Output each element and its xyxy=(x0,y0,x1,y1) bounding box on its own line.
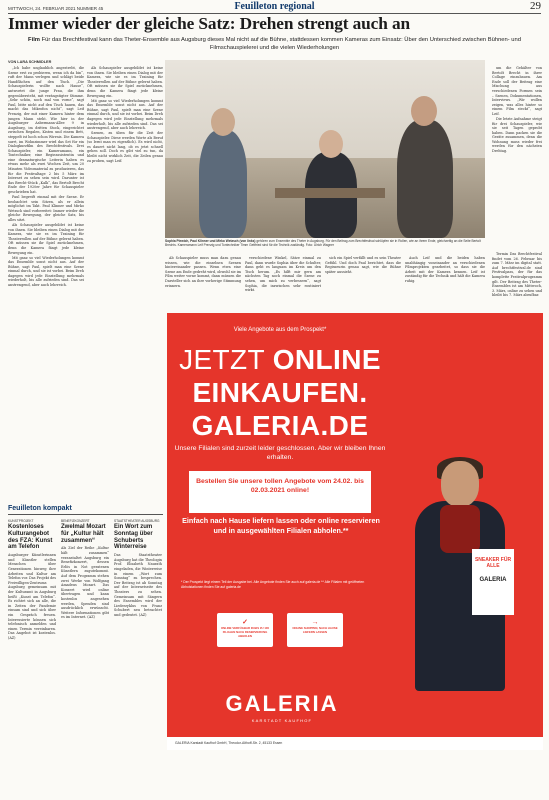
ad-badge-delivery xyxy=(287,613,343,647)
badge-text: ONLINE SHOPPEN, NACH HAUSE LIEFERN LASSEN xyxy=(292,626,338,634)
logo-word: GALERIA xyxy=(225,691,339,716)
article-column-5 xyxy=(325,256,401,310)
model-face xyxy=(441,461,479,507)
photo-head-left xyxy=(211,108,235,136)
ad-line-einkaufen: EINKAUFEN. xyxy=(192,377,368,408)
ad-line-online: ONLINE xyxy=(272,344,381,375)
galeria-advertisement[interactable] xyxy=(167,313,543,750)
kompakt-title: Ein Wort zum Sonntag über Schuberts Winterreise xyxy=(114,524,153,551)
ad-promo-text: Einfach nach Hause liefern lassen oder online reservieren und in ausgewählten Filialen abholen.** xyxy=(182,516,380,535)
kompakt-rule xyxy=(8,514,163,515)
paragraph: Als Schauspieler ausgebildet ist keine von ihnen. Sie bleiben einen Dialog mit der Kamera, wie sie es im Training für Theaterrollen auf der Bühne gelernt haben. Oft müssen sie ihr Spiel zurücknehmen, denn die Kamera fängt jede kleine Bewegung ein. xyxy=(8,222,84,255)
ad-product-bag xyxy=(472,549,514,615)
ad-badge-reserve xyxy=(217,613,273,647)
article-column-6 xyxy=(405,256,485,310)
galeria-logo xyxy=(207,691,357,723)
paragraph: Paul begreift einmal mit der Szene. Er beobachtet sein Sitzen, als er allein möglichst im Takt. Paul Klinner und Mirko Wetzsch sind vorbereitet: Immer wieder die gleiche Bewegung, der gleiche Satz, bis alles sitzt. xyxy=(8,195,84,222)
photo-person-left xyxy=(199,130,247,238)
photo-head-center xyxy=(319,130,343,158)
article-column-3 xyxy=(165,256,241,310)
paragraph: Als Schauspieler ausgebildet ist keine von ihnen. Sie bleiben einen Dialog mit der Kamera, wie sie es im Training für Theaterrollen auf der Bühne gelernt haben. Oft müssen sie ihr Spiel zurücknehmen, denn die Kamera fängt jede kleine Bewegung ein. xyxy=(87,66,163,98)
paragraph: „Ich habe unglaublich angestrebt, die Szene erst zu probieren, wenn ich da bin“, ruft der Mann verlegen und schlägt beide Handflächen auf den Tisch. „Die Schauspielerin wollte nach Hause“, antwortet die junge Frau, die ihm gegenübersteht, mit verängstigter Stimme. „Sehr schön, noch mal von vorne“, sagt Paul, bitte nicht auf den Tisch hauen, das macht das Mikrofon nicht“, sagt Leif Prenzig, der mit einer Kamera hinter dem jungen Mann steht. Wie hier in der Augsburger Asbermann-Allee 9 in Augsburg, im dritten Stock, eingerichtet zwischen Regalen, Kisten und einem Bett, steppelt ist hoch schon Wirrnis. Die Kamera surrt, im Wohnzimmer wird das Set für ein Dialogkurzfilm des Brechtfestivals. Drei Schauspieler, ein Kameramann, ein Tontechniker, eine Regieassistentin und eine dramaturgische Leiterin haben es etwas mehr als zwei Wochen Zeit, um 20 Minuten Videomaterial zu produzieren, das für die Festivaltage 2 bis 5 März im Internet zu sehen sein wird. Darunter ist das Brecht-Stück „Kalk“, das Bertolt Brecht Ende der 1920er Jahre für Schauspieler geschrieben hat. xyxy=(8,66,84,195)
model-scarf xyxy=(440,505,480,553)
kompakt-item xyxy=(114,519,162,800)
paragraph: um die Gehälter von Bertolt Brecht in ihrer Collage einzubauen. Am Ende soll der Beitrag eine Mischung aus verschiedenen Formen sein – Szenen, Dokumentationen, Interviews. „Wir wollen zeigen, was alles hinter so einem Film steckt“, sagt Leif. xyxy=(492,66,542,116)
byline: VON LARA SCHMIDLER xyxy=(8,60,52,64)
paragraph: Mit ganz so viel Wiederholungen kommt das Ensemble sonst nicht aus. Auf der Bühne, sagt Paul, spielt man eine Szene einmal durch, und sie ist vorbei. Beim Dreh dagegen wird jede Einstellung mehrmals wiederholt, bis alle zufrieden sind. Das sei anstrengend, aber auch lehrreich. xyxy=(8,255,84,288)
check-icon: ✓ xyxy=(242,619,248,626)
badge-text: ONLINE VERFÜGBAR IN BIS ZU 100 FILIALEN NACH RESERVIERUNG ABHOLEN xyxy=(220,626,270,638)
teaser-text: Für das Brechtfestival kann das Theter-Ensemble aus Augsburg dieses Mal nicht auf die Bühne, stattdessen kommen Kameras zum Einsatz: Über den Unterschied zwischen Bühnen- und Filmschauspielerei und die vielen Wiederholungen xyxy=(41,37,521,51)
info-text: Termin Das Brechtfestival findet vom 26. Februar bis zum 7. März im digital statt. Auf brechtfestival.de sind Festivalpass, der für das komplette Festivalprogramm gilt. Der Beitrag des Theter-Ensembles ist am Mittwoch, 3. März, online zu sehen und bleibt bis 7. März abrufbar. xyxy=(492,252,542,298)
caption-names: Sophia Plewich, Paul Klinner und Mirko Wetzsch (von links) xyxy=(165,239,256,243)
photo-caption xyxy=(165,239,485,247)
ad-intro: Viele Angebote aus dem Prospekt* xyxy=(233,327,327,333)
ad-headline xyxy=(175,343,385,442)
kompakt-kicker: STAATSTHEATER AUGSBURG xyxy=(114,519,160,523)
article-column-7 xyxy=(492,66,542,251)
bag-slogan: SNEAKER FÜR ALLE xyxy=(474,557,512,569)
article-headline: Immer wieder der gleiche Satz: Drehen strengt auch an xyxy=(8,14,411,33)
ad-subtext: Unsere Filialen sind zurzeit leider geschlossen. Aber wir bleiben Ihnen erhalten. xyxy=(174,445,386,461)
article-column-4 xyxy=(245,256,321,310)
ad-fineprint: * Der Prospekt liegt einem Teil der Ausgabe bei. Alle Angebote finden Sie auch auf galeria.de ** Alle Filialen mit geöffneten Abholstationen finden Sie auf galeria.de xyxy=(181,580,365,589)
article-column-2 xyxy=(87,66,163,500)
ad-line-url[interactable]: GALERIA.DE xyxy=(191,410,369,441)
photo-person-right xyxy=(397,120,453,238)
paragraph: Ab Schauspieler muss man dazu genau wissen, wie die einzelnen Szenen hintereinander passen. Wenn etwa eine Szene am Ende gedreht wird, obwohl sie im Film weiter vorne kommt, dann müssen die Darsteller sich an ihre vorherige Stimmung erinnern. xyxy=(165,256,241,288)
article-photo xyxy=(165,60,485,238)
kompakt-kicker: KUNSTPROJEKT xyxy=(8,519,34,523)
section-title: Feuilleton regional xyxy=(234,1,315,12)
ad-line-jetzt: JETZT xyxy=(179,344,265,375)
article-teaser xyxy=(18,37,531,52)
kompakt-heading: Feuilleton kompakt xyxy=(8,505,72,512)
paragraph: sich ein Spiel verfällt und es sein Theater Gefühl. Und doch Paul berichtet, dass die Regisseurin genau sagt, wie die Bühne später aussieht. xyxy=(325,256,401,274)
kompakt-body: Als Ziel der Reihe „Kultur hält zusammen“ veranstaltet Augsburg ein Benefizkonzert, dessen Erlös in Not geratenen Künstlern zugutekommt. Auf dem Programm stehen zwei Werke von Wolfgang Amadeus Mozart. Das Konzert wird online übertragen und kann kostenlos angesehen werden, Spenden sind ausdrücklich erwünscht. Weitere Informationen gibt es im Internet. (AZ) xyxy=(61,546,109,620)
paragraph: Szenen, zu üben für die Zeit der Schauspieler. Diese werden Worte als Beruf (so lernt man es eigentlich). Es wird nicht, es dauert nicht lang, ob es jetzt schnell gehen soll. Doch es gibt viel zu tun, da bleibt nicht wirklich Zeit, die Zeilen genau zu proben, sagt Leif. xyxy=(87,131,163,163)
caption-text: gehören zum Ensemble des Theter in Augsburg. Für den Beitrag zum Brechtfestival schlüpfen sie in Rollen, wie an ihrem Ende, gleichzeitig an die Seite Bertolt Brechts. Kameramann Leif Prenzig und Tontechniker Timm Gettfried sind für die Technik zuständig. Foto: Ulrich Wagner xyxy=(165,239,481,248)
info-box xyxy=(492,252,542,310)
page-number: 29 xyxy=(530,0,541,12)
kompakt-kicker: BENEFIZKONZERT xyxy=(61,519,90,523)
ad-offer-box[interactable]: Bestellen Sie unsere tollen Angebote vom 24.02. bis 02.03.2021 online! xyxy=(189,471,371,513)
issue-date: MITTWOCH, 24. FEBRUAR 2021 NUMMER 45 xyxy=(8,6,104,11)
paragraph: Auch Leif und die beiden haben unabhängig voneinander an verschiedenen Filmprojekten gearbeitet, so dass sie die Arbeit mit der Kamera kennen. Leif ist zuständig für die Technik und hält die Kamera ruhig. xyxy=(405,256,485,283)
kompakt-body: Das Staatstheater Augsburg hat die Theologin Prof. Elisabeth Naurath eingeladen, die Winterreise in einem „Wort zum Sonntag“ zu besprechen. Der Beitrag ist ab Sonntag auf der Internetseite des Theaters zu sehen. Gemeinsam mit Sängern des Ensembles wird der Liederzyklus von Franz Schubert neu betrachtet und gedeutet. (AZ) xyxy=(114,553,162,617)
kompakt-item xyxy=(8,519,56,800)
teaser-keyword: Film xyxy=(28,37,40,43)
paragraph: Die letzte Aufnahme steigt für drei Schauspieler, wie sie seit Tagen geprobt haben. Dann packen sie die Geräte zusammen, denn die Wohnung muss wieder frei werden für den nächsten Drehtag. xyxy=(492,116,542,154)
arrow-icon: → xyxy=(311,619,319,626)
kompakt-item xyxy=(61,519,109,796)
article-column-1 xyxy=(8,66,84,500)
bag-brand: GALERIA xyxy=(479,577,507,583)
logo-tagline: KARSTADT KAUFHOF xyxy=(251,718,313,723)
photo-head-right xyxy=(411,96,437,126)
paragraph: Mit ganz so viel Wiederholungen kommt das Ensemble sonst nicht aus. Auf der Bühne, sagt Paul, spielt man eine Szene einmal durch, und sie ist vorbei. Beim Dreh dagegen wird jede Einstellung mehrmals wiederholt, bis alle zufrieden sind. Das sei anstrengend, aber auch lehrreich. xyxy=(87,98,163,131)
photo-table xyxy=(275,188,385,198)
kompakt-body: Augsburger Künstlerinnen und Künstler stellen Menschen über Generationen hinweg ihre Arbeiten und Kultur am Telefon vor. Das Projekt des Freiwilligen-Zentrums Augsburg gemeinsam mit der Kulturamt in Augsburg heißt „Kunst am Telefon“. Es richtet sich an alle, die in Zeiten der Pandemie einsam sind und sich über ein Gespräch freuen. Interessierte können sich telefonisch anmelden und einen Termin vereinbaren. Das Angebot ist kostenlos. (AZ) xyxy=(8,553,56,640)
ad-footer: GALERIA Karstadt Kaufhof GmbH, Theodor-Althoff-Str. 2, 45133 Essen xyxy=(167,737,543,750)
paragraph: verschiedene Winkel, Sätze einmal zu Paul, dann wurde Sophia über die Schulter, dann geht es langsam im Kreis um den Tisch herum. „Es hilft mir gern am nächsten Tag noch einmal die Szene zu sehen, um mich zu verbessern“, sagt Sophia, die inzwischen sehr routiniert wirkt. xyxy=(245,256,321,293)
kompakt-title: Zwelmal Mozart für „Kultur hält zusammen“ xyxy=(61,524,106,544)
kompakt-title: Kostenloses Kulturangebot des FZA: Kunst am Telefon xyxy=(8,524,53,551)
